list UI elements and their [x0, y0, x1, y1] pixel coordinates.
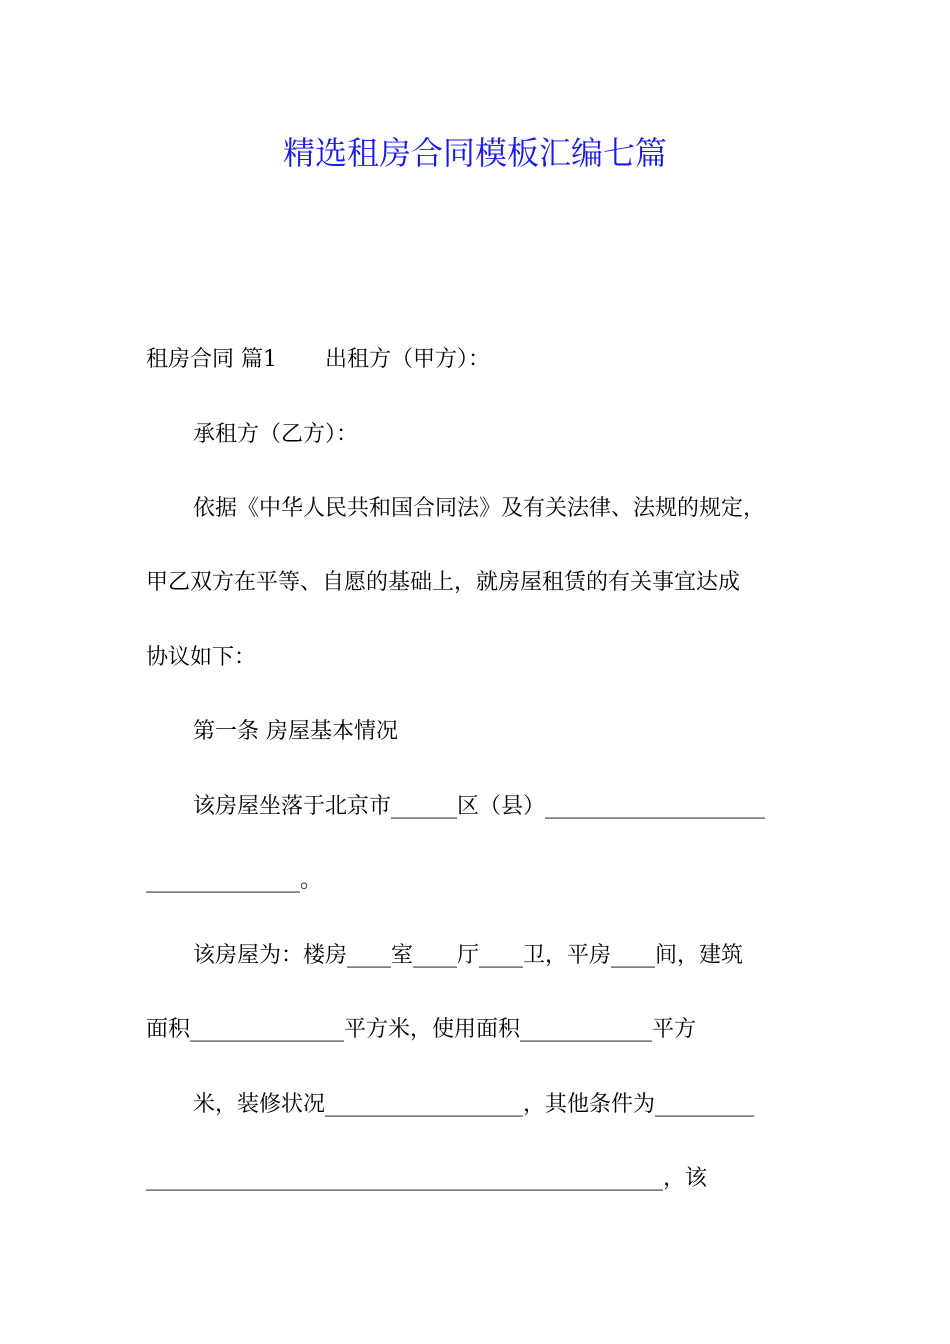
- paragraph-line: 协议如下：: [146, 645, 257, 670]
- address-line-cont: ______________。: [146, 868, 323, 893]
- paragraph-line: 依据《中华人民共和国合同法》及有关法律、法规的规定，: [193, 496, 766, 521]
- lessor-label: 出租方（甲方）：: [325, 347, 491, 372]
- lessee-label: 承租方（乙方）：: [193, 422, 359, 447]
- house-type-line: 该房屋为：楼房____室____厅____卫，平房____间，建筑: [193, 943, 744, 968]
- article-heading: 第一条 房屋基本情况: [193, 719, 398, 744]
- contract-section-label: 租房合同 篇1: [146, 347, 277, 372]
- area-line: 面积______________平方米，使用面积____________平方: [146, 1017, 697, 1042]
- address-line: 该房屋坐落于北京市______区（县）____________________: [193, 794, 766, 819]
- decoration-line: 米，装修状况__________________，其他条件为_________: [193, 1092, 755, 1117]
- document-title: 精选租房合同模板汇编七篇: [282, 134, 667, 172]
- contract-heading-line: [146, 345, 490, 375]
- paragraph-line: 甲乙双方在平等、自愿的基础上，就房屋租赁的有关事宜达成: [146, 570, 741, 595]
- other-conditions-line: _______________________________________________，该: [146, 1166, 708, 1191]
